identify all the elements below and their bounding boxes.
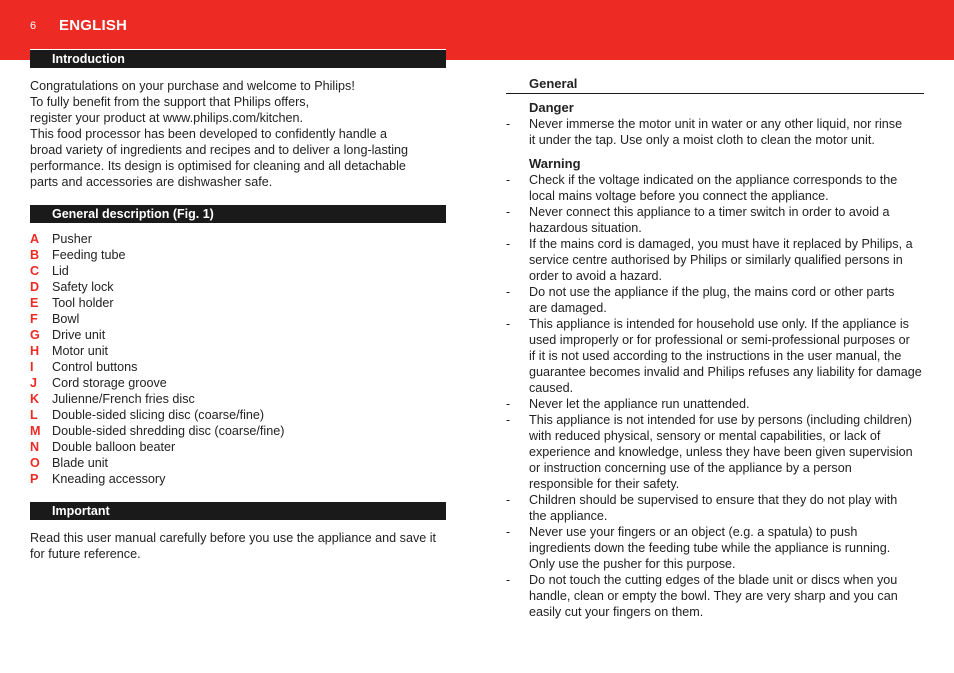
warning-item-line (506, 348, 924, 364)
warning-text: Check if the voltage indicated on the appliance corresponds to the (529, 173, 898, 187)
bullet-dash (506, 428, 529, 444)
part-item (30, 375, 446, 391)
bullet-dash (506, 476, 529, 492)
warning-item-line (506, 396, 924, 412)
warning-item-line (506, 556, 924, 572)
part-item (30, 295, 446, 311)
part-item (30, 311, 446, 327)
warning-item-line (506, 508, 924, 524)
part-name: Double balloon beater (52, 440, 176, 454)
language-title: ENGLISH (59, 17, 128, 34)
bullet-dash: - (506, 173, 511, 187)
warning-text: This appliance is not intended for use by persons (including children) (529, 413, 912, 427)
warning-item-line (506, 428, 924, 444)
bullet-dash: - (506, 397, 511, 411)
warning-text: service centre authorised by Philips or similarly qualified persons in (529, 253, 903, 267)
bullet-dash: - (506, 493, 511, 507)
general-description-heading: General description (Fig. 1) (30, 204, 446, 223)
introduction-line: parts and accessories are dishwasher safe. (30, 175, 273, 189)
introduction-line: performance. Its design is optimised for cleaning and all detachable (30, 159, 406, 173)
bullet-dash: - (506, 237, 511, 251)
bullet-dash: - (506, 205, 511, 219)
warning-text: order to avoid a hazard. (529, 269, 663, 283)
part-letter: L (30, 408, 38, 422)
right-column (506, 74, 924, 620)
part-item (30, 471, 446, 487)
bullet-dash (506, 348, 529, 364)
warning-item-line (506, 284, 924, 300)
part-item (30, 247, 446, 263)
warning-text: Never use your fingers or an object (e.g. a spatula) to push (529, 525, 858, 539)
part-name: Drive unit (52, 328, 106, 342)
bullet-dash (506, 268, 529, 284)
warning-text: Only use the pusher for this purpose. (529, 557, 736, 571)
part-name: Tool holder (52, 296, 114, 310)
part-letter: F (30, 312, 38, 326)
bullet-dash (506, 252, 529, 268)
danger-text: Never immerse the motor unit in water or any other liquid, nor rinse (529, 117, 903, 131)
warning-text: This appliance is intended for household use only. If the appliance is (529, 317, 909, 331)
part-letter: E (30, 296, 39, 310)
part-name: Pusher (52, 232, 92, 246)
bullet-dash (506, 508, 529, 524)
part-name: Safety lock (52, 280, 114, 294)
warning-item-line (506, 316, 924, 332)
warning-text: Children should be supervised to ensure that they do not play with (529, 493, 898, 507)
bullet-dash (506, 604, 529, 620)
part-item (30, 263, 446, 279)
general-heading: General (506, 74, 924, 94)
warning-item-line (506, 220, 924, 236)
warning-item-line (506, 412, 924, 428)
warning-text: or instruction concerning use of the appliance by a person (529, 461, 852, 475)
part-name: Bowl (52, 312, 80, 326)
part-letter: G (30, 328, 40, 342)
warning-item-line (506, 476, 924, 492)
bullet-dash (506, 188, 529, 204)
warning-text: hazardous situation. (529, 221, 642, 235)
part-name: Double-sided shredding disc (coarse/fine) (52, 424, 285, 438)
warning-item-line (506, 172, 924, 188)
warning-item-line (506, 588, 924, 604)
part-name: Double-sided slicing disc (coarse/fine) (52, 408, 265, 422)
page-number: 6 (30, 20, 37, 32)
introduction-line: To fully benefit from the support that Philips offers, (30, 95, 310, 109)
warning-text: responsible for their safety. (529, 477, 680, 491)
warning-text: experience and knowledge, unless they have been given supervision (529, 445, 913, 459)
introduction-line: broad variety of ingredients and recipes and to deliver a long-lasting (30, 143, 409, 157)
danger-text: it under the tap. Use only a moist cloth to clean the motor unit. (529, 133, 875, 147)
part-letter: J (30, 376, 38, 390)
warning-heading: Warning (529, 156, 581, 171)
warning-text: Never let the appliance run unattended. (529, 397, 750, 411)
important-text (30, 530, 446, 562)
bullet-dash (506, 380, 529, 396)
warning-item-line (506, 460, 924, 476)
warning-text: Do not use the appliance if the plug, the mains cord or other parts (529, 285, 895, 299)
bullet-dash: - (506, 317, 511, 331)
important-line: for future reference. (30, 547, 141, 561)
warning-item-line (506, 252, 924, 268)
introduction-heading: Introduction (30, 49, 446, 68)
part-name: Cord storage groove (52, 376, 167, 390)
warning-text: caused. (529, 381, 574, 395)
danger-item-line (506, 132, 924, 148)
bullet-dash (506, 332, 529, 348)
part-name: Kneading accessory (52, 472, 166, 486)
warning-item-line (506, 332, 924, 348)
important-heading: Important (30, 501, 446, 520)
part-item (30, 407, 446, 423)
warning-item-line (506, 380, 924, 396)
warning-item-line (506, 300, 924, 316)
warning-text: Never connect this appliance to a timer switch in order to avoid a (529, 205, 890, 219)
part-name: Blade unit (52, 456, 109, 470)
warning-item-line (506, 268, 924, 284)
part-letter: I (30, 360, 34, 374)
bullet-dash (506, 444, 529, 460)
introduction-text (30, 78, 446, 190)
introduction-line: register your product at www.philips.com/kitchen. (30, 111, 303, 125)
part-letter: P (30, 472, 39, 486)
warning-item-line (506, 540, 924, 556)
left-column (30, 49, 446, 562)
part-name: Motor unit (52, 344, 108, 358)
warning-item-line (506, 204, 924, 220)
part-name: Lid (52, 264, 69, 278)
warning-item-line (506, 524, 924, 540)
bullet-dash (506, 556, 529, 572)
part-letter: M (30, 424, 41, 438)
part-letter: C (30, 264, 40, 278)
part-letter: K (30, 392, 40, 406)
warning-text: ingredients down the feeding tube while the appliance is running. (529, 541, 891, 555)
part-item (30, 439, 446, 455)
bullet-dash: - (506, 117, 511, 131)
bullet-dash (506, 220, 529, 236)
danger-list (506, 116, 924, 148)
warning-item-line (506, 444, 924, 460)
warning-item-line (506, 236, 924, 252)
bullet-dash (506, 588, 529, 604)
bullet-dash: - (506, 413, 511, 427)
danger-heading: Danger (529, 100, 574, 115)
danger-item-line (506, 116, 924, 132)
part-letter: H (30, 344, 40, 358)
warning-text: with reduced physical, sensory or mental capabilities, or lack of (529, 429, 881, 443)
part-item (30, 279, 446, 295)
part-letter: N (30, 440, 40, 454)
bullet-dash (506, 364, 529, 380)
warning-item-line (506, 188, 924, 204)
warning-text: handle, clean or empty the bowl. They are very sharp and you can (529, 589, 898, 603)
warning-text: If the mains cord is damaged, you must have it replaced by Philips, a (529, 237, 913, 251)
part-letter: B (30, 248, 40, 262)
warning-text: used improperly or for professional or semi-professional purposes or (529, 333, 910, 347)
part-item (30, 359, 446, 375)
warning-text: are damaged. (529, 301, 607, 315)
bullet-dash: - (506, 285, 511, 299)
part-item (30, 327, 446, 343)
warning-item-line (506, 572, 924, 588)
part-item (30, 231, 446, 247)
part-letter: D (30, 280, 40, 294)
warning-text: if it is not used according to the instructions in the user manual, the (529, 349, 902, 363)
part-item (30, 343, 446, 359)
warning-item-line (506, 492, 924, 508)
part-letter: A (30, 232, 40, 246)
bullet-dash (506, 132, 529, 148)
warning-text: guarantee becomes invalid and Philips refuses any liability for damage (529, 365, 922, 379)
warning-list (506, 172, 924, 620)
warning-text: easily cut your fingers on them. (529, 605, 704, 619)
warning-text: Do not touch the cutting edges of the blade unit or discs when you (529, 573, 898, 587)
part-name: Feeding tube (52, 248, 126, 262)
warning-text: local mains voltage before you connect the appliance. (529, 189, 829, 203)
bullet-dash (506, 460, 529, 476)
part-item (30, 455, 446, 471)
important-line: Read this user manual carefully before you use the appliance and save it (30, 531, 437, 545)
part-name: Control buttons (52, 360, 138, 374)
introduction-line: This food processor has been developed to confidently handle a (30, 127, 388, 141)
part-item (30, 423, 446, 439)
warning-text: the appliance. (529, 509, 608, 523)
part-name: Julienne/French fries disc (52, 392, 195, 406)
warning-item-line (506, 364, 924, 380)
introduction-line: Congratulations on your purchase and welcome to Philips! (30, 79, 355, 93)
warning-item-line (506, 604, 924, 620)
part-letter: O (30, 456, 40, 470)
bullet-dash (506, 300, 529, 316)
parts-list (30, 231, 446, 487)
bullet-dash: - (506, 573, 511, 587)
part-item (30, 391, 446, 407)
bullet-dash: - (506, 525, 511, 539)
bullet-dash (506, 540, 529, 556)
